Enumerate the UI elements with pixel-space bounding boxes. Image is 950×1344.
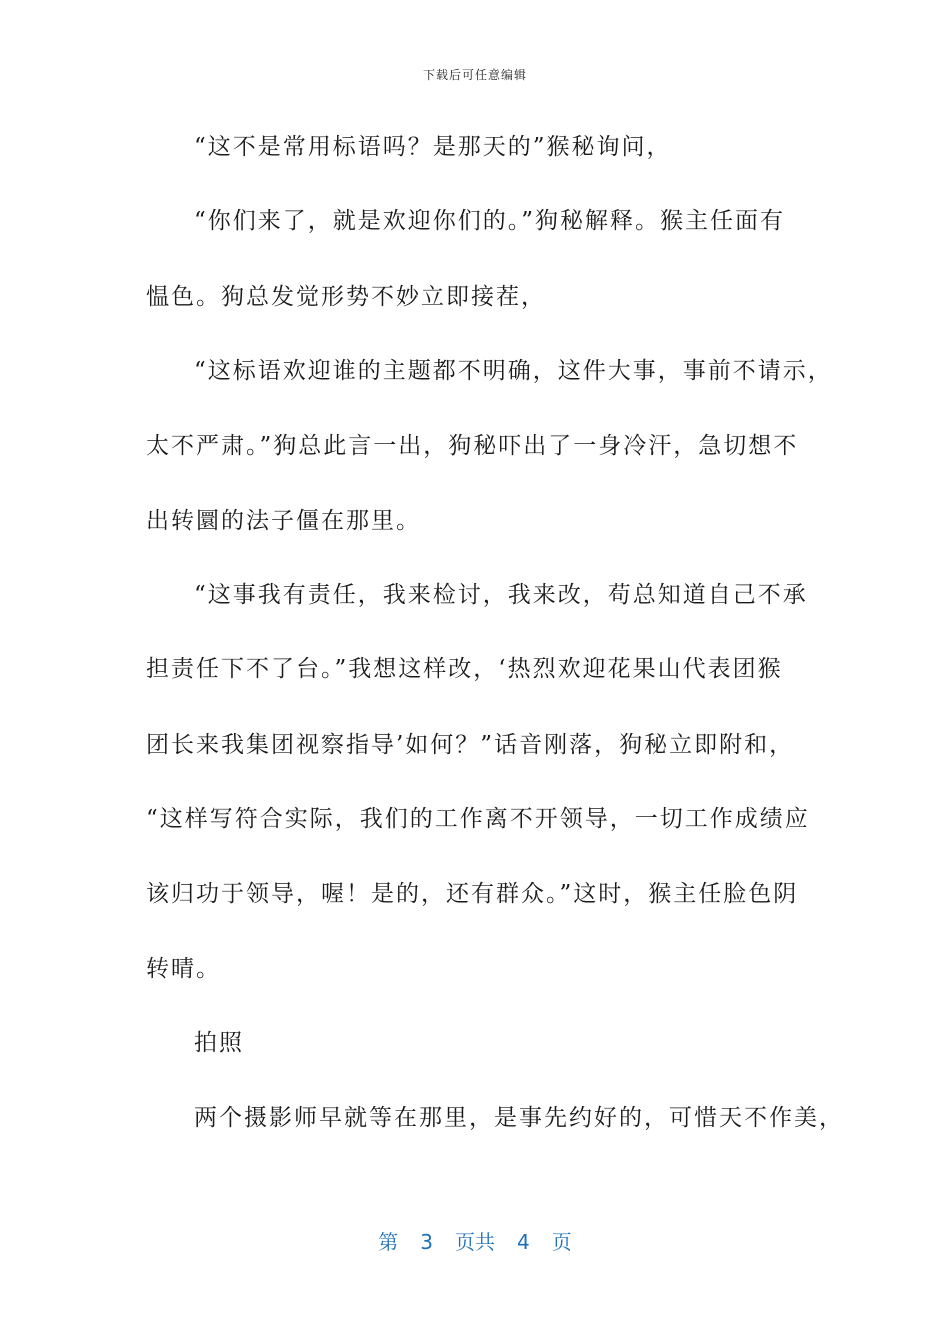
footer-current-page: 3 bbox=[420, 1230, 433, 1254]
body-line: 担责任下不了台。”我想这样改，‘热烈欢迎花果山代表团猴 bbox=[146, 656, 783, 682]
body-line: “这事我有责任，我来检讨，我来改，苟总知道自己不承 bbox=[194, 582, 808, 608]
footer-middle: 页共 bbox=[455, 1230, 495, 1254]
body-line: 出转圜的法子僵在那里。 bbox=[146, 508, 421, 534]
body-line: 该归功于领导，喔！是的，还有群众。”这时，猴主任脸色阴 bbox=[146, 881, 799, 907]
body-line: “这样写符合实际，我们的工作离不开领导，一切工作成绩应 bbox=[146, 806, 810, 832]
body-line: 团长来我集团视察指导’如何？”话音刚落，狗秘立即附和， bbox=[146, 732, 795, 758]
body-line: 太不严肃。”狗总此言一出，狗秘吓出了一身冷汗，急切想不 bbox=[146, 433, 799, 459]
body-line: 两个摄影师早就等在那里，是事先约好的，可惜天不作美， bbox=[194, 1105, 844, 1131]
body-line: “你们来了，就是欢迎你们的。”狗秘解释。猴主任面有 bbox=[194, 208, 786, 234]
page-footer bbox=[0, 1226, 950, 1255]
body-line: “这标语欢迎谁的主题都不明确，这件大事，事前不请示， bbox=[194, 358, 833, 384]
body-line: 愠色。狗总发觉形势不妙立即接茬， bbox=[146, 284, 546, 310]
footer-prefix: 第 bbox=[378, 1230, 399, 1254]
footer-suffix: 页 bbox=[551, 1230, 572, 1254]
section-heading: 拍照 bbox=[194, 1030, 244, 1056]
page-header-note: 下载后可任意编辑 bbox=[422, 68, 527, 82]
body-line: “这不是常用标语吗？是那天的”猴秘询问， bbox=[194, 134, 672, 160]
body-line: 转晴。 bbox=[146, 956, 221, 982]
footer-total-pages: 4 bbox=[517, 1230, 530, 1254]
